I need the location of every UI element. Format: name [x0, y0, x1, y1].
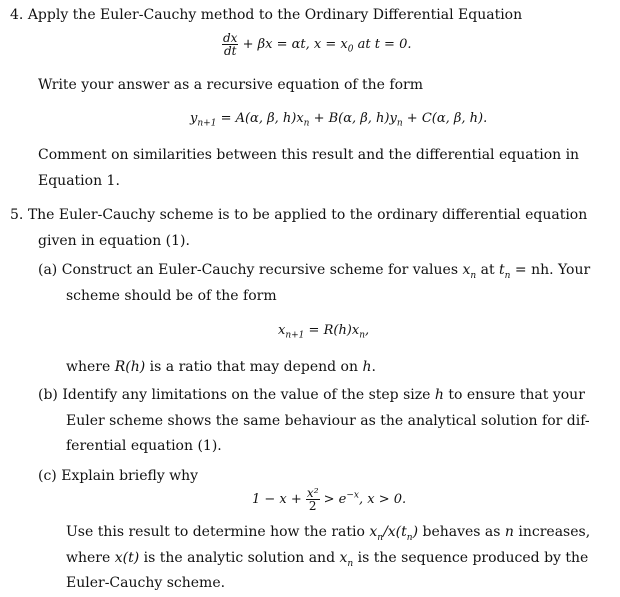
q4-number: 4.: [10, 7, 24, 23]
q5b-line1: [38, 386, 585, 404]
q4-comment-line1: Comment on similarities between this result and the differential equation in: [38, 147, 580, 163]
q4-recursive-form: [190, 110, 487, 128]
q5c-ineq-end: , x > 0.: [358, 492, 407, 507]
q5c-where-post: is the sequence produced by the: [353, 550, 589, 566]
q5c-ineq-sup: −x: [346, 490, 359, 501]
q5a-xsub: n: [470, 270, 477, 281]
q5a-line1: [38, 261, 590, 279]
q5c-where-xt: x(t): [114, 550, 140, 566]
q5b-line1-post: to ensure that your: [443, 387, 585, 403]
q5a-x: x: [462, 262, 471, 278]
q5b-line3: ferential equation (1).: [66, 438, 222, 454]
q5a-line1-pre: Construct an Euler-Cauchy recursive scheme for values: [61, 262, 463, 278]
q5c-ratio-mid: /x(t: [383, 524, 407, 540]
q5b-line1-pre: Identify any limitations on the value of the step size: [62, 387, 435, 403]
q5a-label: (a): [38, 262, 58, 278]
q5c-ineq-den: 2: [308, 499, 317, 513]
q5-number: 5.: [10, 207, 24, 223]
q5c-where-mid: is the analytic solution and: [139, 550, 340, 566]
q5a-where-pre: where: [66, 359, 115, 375]
q5b-line2: Euler scheme shows the same behaviour as the analytical solution for dif-: [66, 413, 590, 429]
q5a-where-mid: is a ratio that may depend on: [145, 359, 363, 375]
q5c-use-pre: Use this result to determine how the ratio: [66, 524, 370, 540]
q5a-f-lhs-sub: n+1: [285, 330, 305, 341]
q4-rf-sub3: n: [396, 118, 403, 129]
q5a-where-R: R(h): [114, 359, 146, 375]
q5a-where-end: .: [371, 359, 376, 375]
q4-derivative: [222, 32, 238, 57]
q4-rf-rest3: + C(α, β, h).: [402, 111, 488, 126]
q4-eq-rest: + βx = αt, x = x: [242, 37, 348, 52]
q4-frac-num: dx: [223, 31, 238, 45]
q5-intro-line2: given in equation (1).: [38, 233, 190, 249]
q4-eq-sub: 0: [347, 44, 354, 55]
q4-rf-rest2: + B(α, β, h)y: [309, 111, 397, 126]
q5a-f-lhs: x: [278, 323, 286, 338]
q4-eq-tail: at t = 0.: [353, 37, 412, 52]
q4-title: Apply the Euler-Cauchy method to the Ordinary Differential Equation: [27, 7, 523, 23]
q5a-mid: at: [476, 262, 500, 278]
q5-intro-line1: [10, 206, 587, 224]
q5c-use-end: increases,: [513, 524, 591, 540]
q4-rf-sub: n+1: [197, 118, 217, 129]
q5a-f-rhs: = R(h)x: [304, 323, 360, 338]
q5a-where: [66, 358, 376, 376]
q5b-h: h: [434, 387, 444, 403]
q4-rf-sub2: n: [303, 118, 310, 129]
q5a-f-end: ,: [365, 323, 370, 338]
q5c-ineq-frac: [306, 487, 320, 512]
q4-rf-y: y: [190, 111, 198, 126]
q4-heading: [10, 6, 522, 24]
q5c-where-line: [66, 549, 588, 567]
q5c-line1: [38, 467, 198, 485]
q5c-where-xn: x: [339, 550, 348, 566]
q5c-where-xn-sub: n: [347, 558, 354, 569]
q5c-ineq-pre: 1 − x +: [252, 492, 306, 507]
q5a-f-rhs-sub: n: [359, 330, 366, 341]
q4-rf-rest: = A(α, β, h)x: [216, 111, 304, 126]
q5a-where-h: h: [362, 359, 372, 375]
q5a-tsub: n: [504, 270, 511, 281]
q5c-inequality: [252, 487, 406, 512]
q5c-last-line: Euler-Cauchy scheme.: [66, 575, 226, 591]
q5c-label: (c): [38, 468, 57, 484]
q5c-where-pre: where: [66, 550, 115, 566]
q5c-ratio-sub2: n: [406, 532, 413, 543]
q5c-use-line: [66, 523, 590, 541]
q5c-ratio-sub: n: [377, 532, 384, 543]
q5c-ratio-end: ): [412, 524, 419, 540]
q5c-ratio-x: x: [369, 524, 378, 540]
q5c-line1-text: Explain briefly why: [61, 468, 199, 484]
q5a-formula: [278, 322, 369, 340]
q5a-post: = nh. Your: [510, 262, 591, 278]
q4-comment-line2: Equation 1.: [38, 173, 120, 189]
q5b-label: (b): [38, 387, 58, 403]
q5c-ineq-post: > e: [319, 492, 347, 507]
q5-intro-text: The Euler-Cauchy scheme is to be applied to the ordinary differential equation: [27, 207, 588, 223]
q5c-ineq-num: x²: [306, 486, 319, 500]
q5a-line2: scheme should be of the form: [66, 288, 277, 304]
q4-frac-den: dt: [223, 44, 237, 58]
q5c-use-post: behaves as: [418, 524, 505, 540]
q4-instruction: Write your answer as a recursive equation of the form: [38, 77, 423, 93]
q4-equation: [222, 32, 411, 57]
q5c-use-n: n: [504, 524, 514, 540]
q5a-t: t: [499, 262, 505, 278]
